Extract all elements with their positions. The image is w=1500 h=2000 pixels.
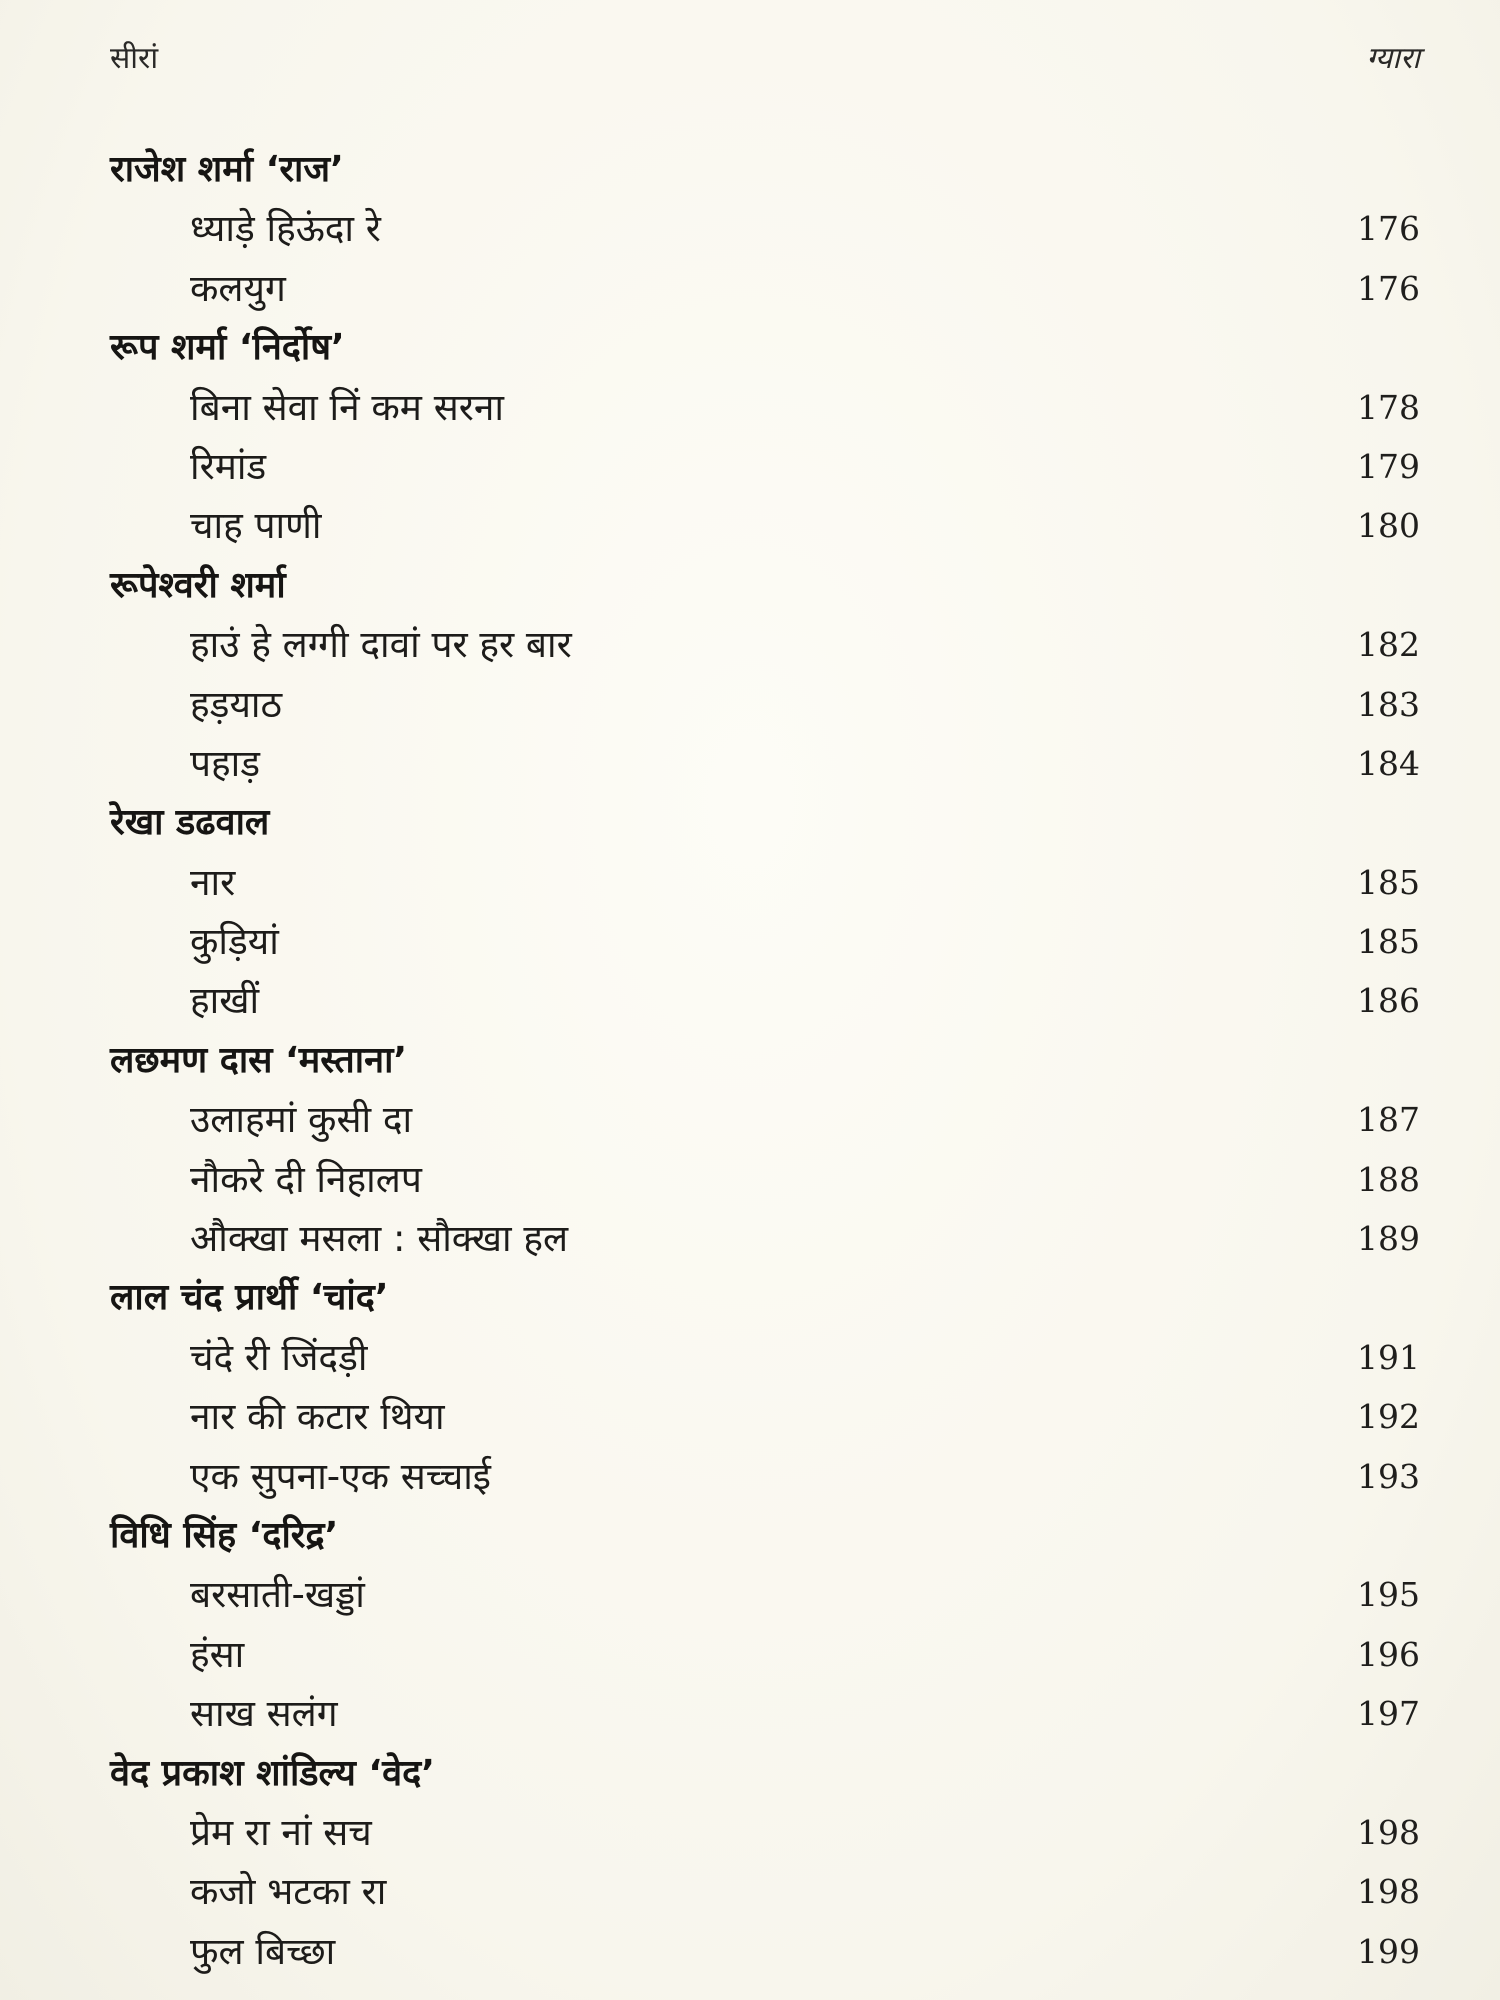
toc-entry-page-number: 176: [1357, 268, 1420, 308]
toc-entry-title: बिना सेवा निं कम सरना: [190, 385, 504, 429]
toc-entry-page-number: 187: [1357, 1100, 1420, 1140]
toc-entry-page-number: 192: [1357, 1397, 1420, 1437]
toc-entry-title: प्रेम रा नां सच: [190, 1810, 372, 1854]
toc-entry: [110, 1565, 1420, 1624]
toc-author-heading: रूप शर्मा ‘निर्दोष’: [110, 327, 345, 369]
toc-author-heading: लाल चंद प्रार्थी ‘चांद’: [110, 1277, 389, 1319]
toc-entry-page-number: 186: [1357, 981, 1420, 1021]
toc-entry: [110, 1387, 1420, 1446]
toc-entry-title: चंदे री जिंदड़ी: [190, 1335, 368, 1379]
toc-entry: [110, 496, 1420, 555]
toc-entry-title: बरसाती-खड्डां: [190, 1573, 365, 1617]
toc-entry-title: ध्याड़े हिऊंदा रे: [190, 207, 381, 251]
toc-entry: [110, 1209, 1420, 1268]
toc-author-heading: वेद प्रकाश शांडिल्य ‘वेद’: [110, 1752, 435, 1794]
toc-entry-page-number: 182: [1357, 625, 1420, 665]
toc-entry: [110, 912, 1420, 971]
toc-entry: [110, 675, 1420, 734]
toc-entry-title: नार की कटार थिया: [190, 1395, 445, 1439]
running-header-left: सीरां: [110, 41, 159, 76]
toc-entry-title: रिमांड: [190, 444, 267, 488]
toc-entry-title: हंसा: [190, 1632, 245, 1676]
toc-author-heading: विधि सिंह ‘दरिद्र’: [110, 1514, 339, 1556]
toc-author-heading: रूपेश्वरी शर्मा: [110, 564, 286, 606]
toc-entry-page-number: 183: [1357, 684, 1420, 724]
toc-entry-page-number: 197: [1357, 1694, 1420, 1734]
toc-author-heading: लछमण दास ‘मस्ताना’: [110, 1039, 408, 1081]
toc-entry-title: कजो भटका रा: [190, 1870, 387, 1914]
toc-entry: [110, 1684, 1420, 1743]
toc-entry: [110, 1328, 1420, 1387]
toc-entry: [110, 1922, 1420, 1981]
toc-entry-title: नौकरे दी निहालप: [190, 1157, 422, 1201]
toc-entry: [110, 1803, 1420, 1862]
toc-entry-title: फुल बिच्छा: [190, 1929, 336, 1973]
toc-entry-title: चाह पाणी: [190, 504, 322, 548]
toc-entry: [110, 1090, 1420, 1149]
toc-author-heading: रेखा डढवाल: [110, 802, 270, 844]
toc-entry: [110, 437, 1420, 496]
toc-entry: [110, 1447, 1420, 1506]
toc-entry: [110, 1862, 1420, 1921]
toc-entry-title: साख सलंग: [190, 1692, 338, 1736]
toc-entry-page-number: 176: [1357, 209, 1420, 249]
toc-entry-page-number: 180: [1357, 506, 1420, 546]
toc-entry-page-number: 188: [1357, 1159, 1420, 1199]
toc-entry-title: हड़याठ: [190, 682, 282, 726]
toc-entry-page-number: 185: [1357, 922, 1420, 962]
toc-entry-page-number: 185: [1357, 862, 1420, 902]
toc-entry-title: कुड़ियां: [190, 920, 279, 964]
toc-entry-page-number: 198: [1357, 1812, 1420, 1852]
toc-entry-page-number: 195: [1357, 1575, 1420, 1615]
page-number-header: ग्यारा: [1366, 41, 1420, 76]
toc-entry-title: हाउं हे लग्गी दावां पर हर बार: [190, 623, 572, 667]
toc-entry: [110, 1625, 1420, 1684]
toc-entry: [110, 378, 1420, 437]
toc-entry-title: कलयुग: [190, 266, 286, 310]
toc-entry-title: पहाड़: [190, 741, 261, 785]
toc-entry: [110, 1150, 1420, 1209]
toc-entry-page-number: 196: [1357, 1634, 1420, 1674]
toc-entry: [110, 971, 1420, 1030]
toc-entry-title: नार: [190, 860, 236, 904]
toc-entry-title: हाखीं: [190, 979, 260, 1023]
toc-entry-page-number: 199: [1357, 1931, 1420, 1971]
toc-entry: [110, 199, 1420, 258]
toc-entry: [110, 853, 1420, 912]
toc-entry-page-number: 179: [1357, 446, 1420, 486]
toc-entry: [110, 259, 1420, 318]
toc-entry-title: उलाहमां कुसी दा: [190, 1098, 413, 1142]
toc-entry-page-number: 198: [1357, 1872, 1420, 1912]
table-of-contents: [110, 140, 1420, 1981]
toc-entry-page-number: 193: [1357, 1456, 1420, 1496]
toc-author-heading: राजेश शर्मा ‘राज’: [110, 149, 344, 190]
toc-entry: [110, 734, 1420, 793]
toc-entry-page-number: 184: [1357, 743, 1420, 783]
toc-entry-page-number: 191: [1357, 1337, 1420, 1377]
toc-entry-title: औक्खा मसला : सौक्खा हल: [190, 1217, 569, 1261]
toc-entry-page-number: 178: [1357, 387, 1420, 427]
toc-entry: [110, 615, 1420, 674]
toc-entry-page-number: 189: [1357, 1219, 1420, 1259]
toc-entry-title: एक सुपना-एक सच्चाई: [190, 1454, 491, 1498]
